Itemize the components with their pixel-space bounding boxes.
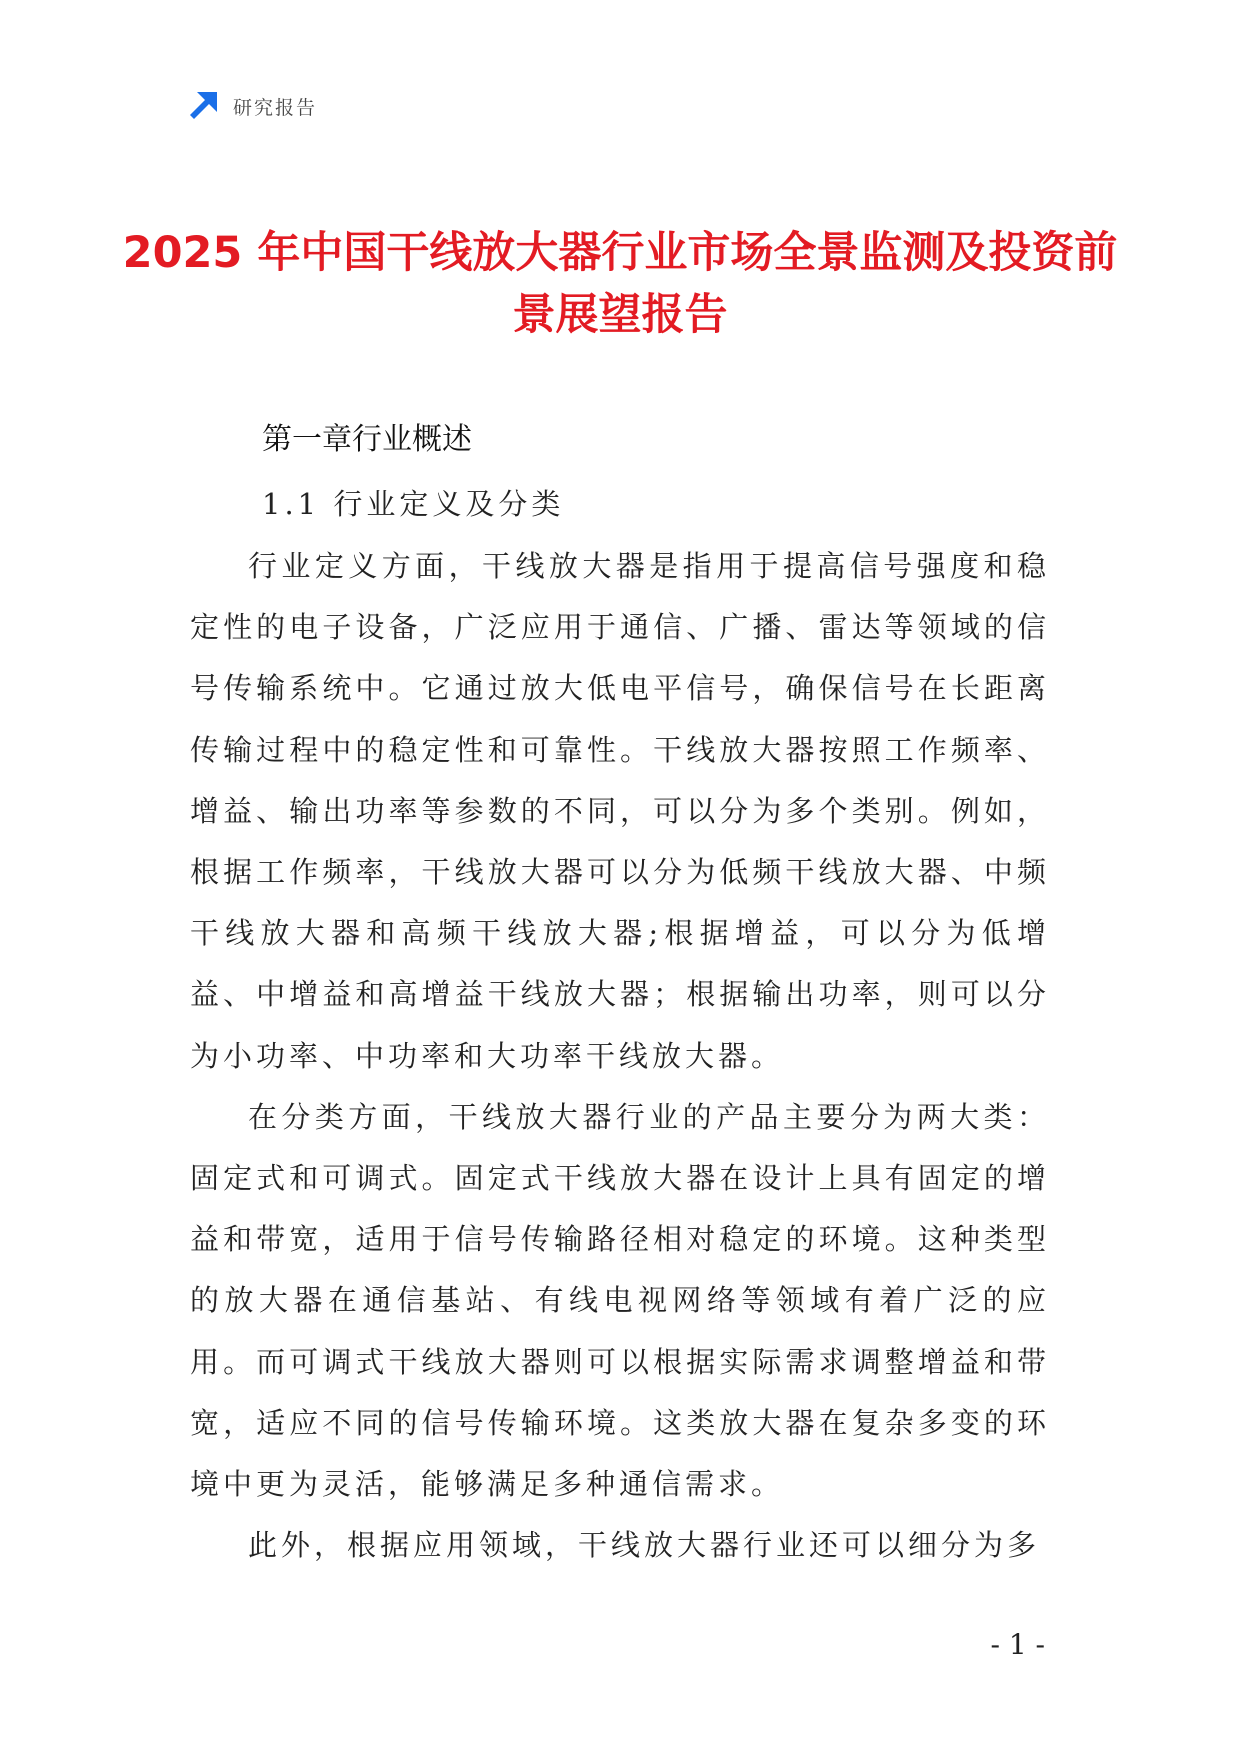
chapter-heading: 第一章行业概述 [262, 422, 472, 457]
body-text [190, 536, 1050, 1576]
header-label: 研究报告 [233, 96, 318, 119]
arrow-up-right-icon [187, 90, 219, 122]
paragraph: 此外，根据应用领域，干线放大器行业还可以细分为多 [248, 1528, 1041, 1563]
report-title: 2025 年中国干线放大器行业市场全景监测及投资前景展望报告 [122, 228, 1118, 340]
paragraph: 在分类方面，干线放大器行业的产品主要分为两大类：固定式和可调式。固定式干线放大器在设计上具有固定的增益和带宽，适用于信号传输路径相对稳定的环境。这种类型的放大器在通信基站、有线电视网络等领域有着广泛的应用。而可调式干线放大器则可以根据实际需求调整增益和带宽，适应不同的信号传输环境。这类放大器在复杂多变的环境中更为灵活，能够满足多种通信需求。 [190, 1099, 1050, 1502]
page-header [187, 88, 317, 124]
page-number: - 1 - [990, 1628, 1045, 1661]
section-heading: 1.1 行业定义及分类 [262, 487, 565, 521]
paragraph: 行业定义方面，干线放大器是指用于提高信号强度和稳定性的电子设备，广泛应用于通信、广播、雷达等领域的信号传输系统中。它通过放大低电平信号，确保信号在长距离传输过程中的稳定性和可靠性。干线放大器按照工作频率、增益、输出功率等参数的不同，可以分为多个类别。例如，根据工作频率，干线放大器可以分为低频干线放大器、中频干线放大器和高频干线放大器;根据增益，可以分为低增益、中增益和高增益干线放大器；根据输出功率，则可以分为小功率、中功率和大功率干线放大器。 [190, 549, 1050, 1073]
